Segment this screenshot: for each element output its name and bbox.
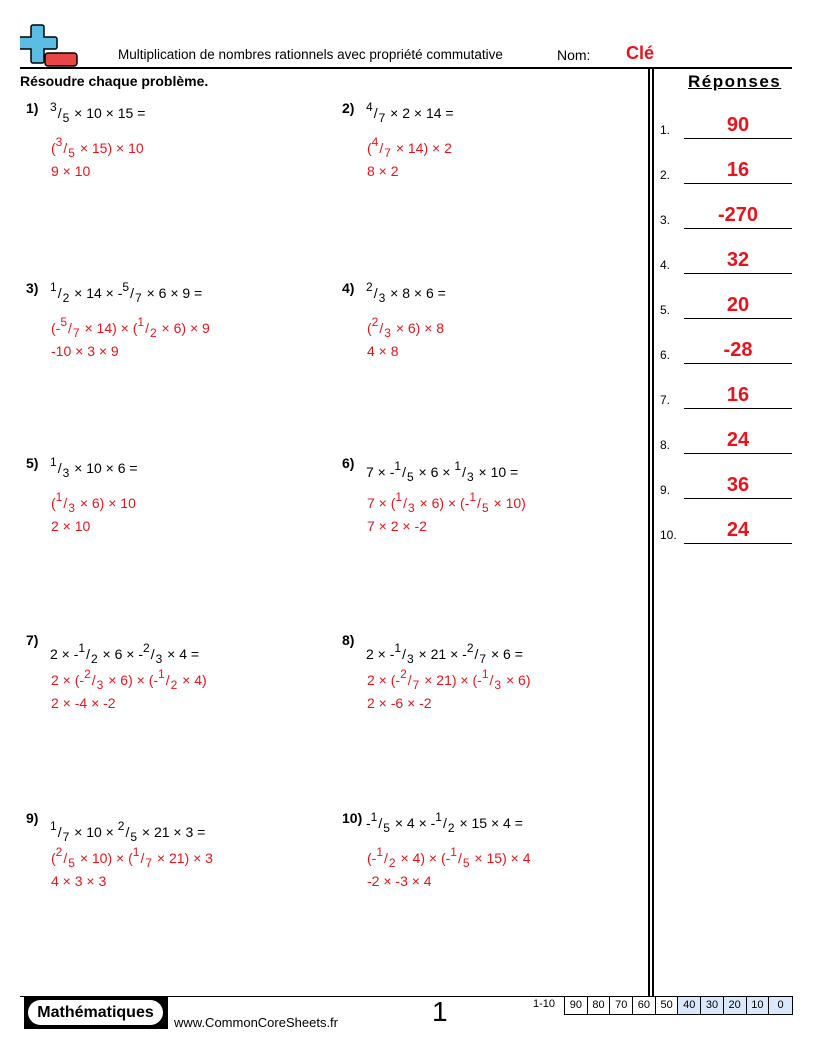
expr-text: 2 × -	[50, 646, 79, 662]
problem-number: 2)	[342, 100, 355, 116]
answer-line	[684, 408, 792, 409]
fraction-slash: /	[462, 464, 466, 480]
answer-line	[684, 273, 792, 274]
problem-8	[342, 632, 642, 752]
expr-text: × 4 =	[163, 646, 200, 662]
expr-text: 2 × (-	[367, 672, 401, 688]
fraction	[482, 669, 502, 692]
expr-text: × 6) × (-	[104, 672, 159, 688]
numerator: 2	[143, 641, 150, 655]
problem-expression	[50, 102, 145, 125]
fraction	[133, 847, 153, 870]
expr-text: (	[51, 495, 56, 511]
numerator: 1	[376, 845, 384, 859]
fraction-slash: /	[57, 105, 62, 121]
fraction-slash: /	[140, 850, 145, 866]
numerator: 4	[371, 135, 379, 149]
expr-text: × 21) × (-	[420, 672, 482, 688]
denominator: 3	[68, 501, 75, 515]
problem-expression	[50, 643, 199, 666]
fraction	[395, 492, 415, 515]
denominator: 5	[383, 821, 390, 835]
answer-number: 8.	[660, 438, 671, 452]
denominator: 2	[90, 652, 98, 666]
numerator: 1	[50, 455, 57, 469]
denominator: 2	[149, 326, 157, 340]
problem-number: 1)	[26, 100, 39, 116]
name-label: Nom:	[557, 47, 591, 63]
fraction	[450, 847, 470, 870]
problem-expression	[50, 457, 138, 480]
fraction	[78, 643, 98, 666]
answer-number: 3.	[660, 213, 671, 227]
solution-step	[51, 137, 144, 160]
answer-number: 6.	[660, 348, 671, 362]
expr-text: × 4)	[178, 672, 207, 688]
numerator: 3	[50, 100, 57, 114]
denominator: 3	[378, 291, 386, 305]
instructions: Résoudre chaque problème.	[20, 73, 209, 89]
fraction	[469, 492, 489, 515]
numerator: 1	[450, 845, 457, 859]
problem-4	[342, 280, 642, 400]
fraction-slash: /	[457, 850, 462, 866]
answer-row	[660, 514, 792, 544]
denominator: 2	[388, 856, 396, 870]
denominator: 3	[407, 501, 415, 515]
numerator: 3	[55, 135, 63, 149]
denominator: 5	[68, 146, 75, 160]
fraction	[366, 102, 386, 125]
solution-step	[367, 847, 530, 870]
fraction-slash: /	[402, 646, 406, 662]
fraction	[371, 812, 391, 835]
plus-minus-logo-icon	[20, 24, 80, 68]
expr-text: × 14) × 2	[391, 140, 452, 156]
fraction-slash: /	[402, 464, 406, 480]
fraction	[50, 457, 70, 480]
expr-text: 4 × 8	[367, 343, 399, 359]
worksheet-title: Multiplication de nombres rationnels avec propriété commutative	[118, 47, 503, 62]
fraction	[454, 461, 474, 484]
answer-line	[684, 138, 792, 139]
fraction-slash: /	[68, 320, 72, 336]
expr-text: × 10 × 15 =	[70, 105, 146, 121]
fraction	[56, 492, 76, 515]
problem-number: 6)	[342, 455, 355, 471]
solution-step	[367, 340, 399, 362]
solution-step	[367, 692, 432, 714]
score-cell: 70	[610, 997, 633, 1014]
numerator: 1	[55, 490, 63, 504]
expr-text: -2 × -3 × 4	[367, 873, 432, 889]
numerator: 1	[158, 667, 165, 681]
solution-step	[367, 515, 427, 537]
expr-text: × 4 × -	[390, 815, 436, 831]
solution-step	[51, 317, 210, 340]
fraction	[118, 821, 138, 844]
answer-line	[684, 453, 792, 454]
answer-number: 1.	[660, 123, 671, 137]
answer-number: 5.	[660, 303, 671, 317]
expr-text: (	[367, 320, 372, 336]
numerator: 2	[400, 667, 407, 681]
numerator: 1	[132, 845, 140, 859]
numerator: 1	[454, 459, 462, 473]
answer-row	[660, 154, 792, 184]
problem-number: 4)	[342, 280, 355, 296]
expr-text: -10 × 3 × 9	[51, 343, 119, 359]
expr-text: (	[367, 140, 372, 156]
denominator: 7	[135, 291, 142, 305]
problem-number: 8)	[342, 632, 355, 648]
answer-value: 32	[726, 249, 750, 271]
answer-number: 2.	[660, 168, 671, 182]
expr-text: (-	[51, 320, 61, 336]
fraction-slash: /	[63, 495, 68, 511]
answer-number: 7.	[660, 393, 671, 407]
expr-text: × 21 × 3 =	[138, 824, 206, 840]
fraction-slash: /	[145, 320, 149, 336]
answer-line	[684, 318, 792, 319]
problem-number: 10)	[342, 810, 363, 826]
answer-value: 16	[726, 384, 750, 406]
denominator: 7	[412, 678, 420, 692]
denominator: 7	[378, 111, 386, 125]
denominator: 3	[494, 678, 502, 692]
problem-expression	[366, 461, 518, 484]
page-number: 1	[432, 996, 448, 1027]
score-cell: 20	[724, 997, 747, 1014]
fraction	[394, 461, 414, 484]
denominator: 3	[466, 470, 474, 484]
score-cell: 50	[656, 997, 679, 1014]
answers-title: Réponses	[688, 72, 782, 91]
expr-text: 7 × -	[366, 464, 395, 480]
expr-text: × 14) × (	[80, 320, 138, 336]
problem-5	[26, 455, 326, 575]
denominator: 5	[406, 470, 414, 484]
answer-number: 10.	[660, 528, 677, 542]
expr-text: × 10)	[489, 495, 526, 511]
fraction	[400, 669, 420, 692]
fraction	[84, 669, 104, 692]
fraction-slash: /	[373, 105, 378, 121]
score-cell: 60	[633, 997, 656, 1014]
answer-row	[660, 289, 792, 319]
problem-number: 7)	[26, 632, 39, 648]
solution-step	[51, 870, 106, 892]
solution-step	[51, 515, 90, 537]
answer-line	[684, 363, 792, 364]
numerator: 1	[394, 641, 402, 655]
expr-text: × 6) × (-	[415, 495, 470, 511]
denominator: 3	[406, 652, 414, 666]
expr-text: 7 × 2 × -2	[367, 518, 427, 534]
fraction	[158, 669, 178, 692]
numerator: 2	[371, 315, 379, 329]
denominator: 2	[62, 291, 70, 305]
expr-text: × 15) × 10	[75, 140, 144, 156]
solution-step	[367, 160, 399, 182]
name-value: Clé	[626, 43, 655, 63]
score-cell: 90	[565, 997, 588, 1014]
numerator: 2	[366, 280, 373, 294]
problem-2	[342, 100, 642, 220]
problem-expression	[50, 821, 205, 844]
fraction-slash: /	[442, 815, 447, 831]
answer-value: 24	[726, 429, 750, 451]
fraction-slash: /	[165, 672, 170, 688]
expr-text: 2 × (-	[51, 672, 85, 688]
answer-value: 36	[726, 474, 750, 496]
fraction-slash: /	[130, 285, 134, 301]
fraction	[435, 812, 455, 835]
expr-text: 8 × 2	[367, 163, 399, 179]
fraction	[376, 847, 396, 870]
fraction	[394, 643, 414, 666]
fraction-slash: /	[125, 824, 130, 840]
fraction	[50, 821, 70, 844]
site-url: www.CommonCoreSheets.fr	[174, 1015, 338, 1030]
denominator: 7	[62, 830, 70, 844]
fraction	[122, 282, 142, 305]
expr-text: × 21) × 3	[153, 850, 213, 866]
denominator: 7	[72, 326, 80, 340]
subject-badge-label: Mathématiques	[28, 1000, 163, 1025]
expr-text: (-	[367, 850, 377, 866]
fraction-slash: /	[63, 140, 68, 156]
denominator: 5	[68, 856, 75, 870]
answer-row	[660, 334, 792, 364]
answer-number: 4.	[660, 258, 671, 272]
fraction	[60, 317, 80, 340]
expr-text: × 6) × 10	[75, 495, 136, 511]
expr-text: × 6) × 9	[157, 320, 210, 336]
fraction	[372, 137, 392, 160]
fraction-slash: /	[378, 815, 383, 831]
fraction	[467, 643, 487, 666]
fraction-slash: /	[57, 460, 62, 476]
expr-text: × 6) × 8	[391, 320, 445, 336]
solution-step	[367, 317, 444, 340]
solution-step	[367, 669, 530, 692]
problem-10	[342, 810, 642, 930]
numerator: 1	[137, 315, 145, 329]
denominator: 5	[130, 830, 138, 844]
numerator: 2	[117, 819, 125, 833]
expr-text: × 6 × 9 =	[142, 285, 203, 301]
expr-text: (	[51, 140, 56, 156]
answer-value: -270	[717, 204, 759, 226]
problem-number: 5)	[26, 455, 39, 471]
problem-expression	[50, 282, 202, 305]
answer-row	[660, 379, 792, 409]
fraction	[50, 102, 70, 125]
solution-step	[51, 340, 119, 362]
expr-text: 2 × -6 × -2	[367, 695, 432, 711]
fraction-slash: /	[86, 646, 90, 662]
expr-text: × 6 ×	[414, 464, 455, 480]
denominator: 5	[462, 856, 470, 870]
expr-text: × 2 × 14 =	[386, 105, 454, 121]
fraction-slash: /	[379, 140, 384, 156]
problem-expression	[366, 102, 454, 125]
fraction-slash: /	[91, 672, 96, 688]
fraction-slash: /	[150, 646, 155, 662]
expr-text: (	[51, 850, 56, 866]
score-cell: 10	[747, 997, 770, 1014]
expr-text: × 10 ×	[70, 824, 118, 840]
problem-3	[26, 280, 326, 400]
subject-badge	[24, 997, 168, 1029]
answer-row	[660, 469, 792, 499]
solution-step	[51, 692, 116, 714]
answers-column-divider	[648, 68, 654, 996]
denominator: 3	[384, 326, 391, 340]
expr-text: 2 × 10	[51, 518, 91, 534]
solution-step	[51, 160, 90, 182]
solution-step	[51, 847, 213, 870]
problem-number: 3)	[26, 280, 39, 296]
solution-step	[367, 137, 452, 160]
expr-text: × 14 × -	[70, 285, 123, 301]
expr-text: × 6)	[502, 672, 531, 688]
expr-text: 7 × (	[367, 495, 396, 511]
expr-text: -	[366, 815, 371, 831]
answer-row	[660, 424, 792, 454]
numerator: 1	[395, 490, 403, 504]
fraction-slash: /	[403, 495, 407, 511]
answer-row	[660, 109, 792, 139]
answer-line	[684, 183, 792, 184]
score-cell: 40	[678, 997, 701, 1014]
answer-value: 16	[726, 159, 750, 181]
denominator: 2	[447, 821, 455, 835]
problem-9	[26, 810, 326, 930]
expr-text: × 6 =	[487, 646, 523, 662]
expr-text: 9 × 10	[51, 163, 91, 179]
expr-text: × 6 × -	[98, 646, 144, 662]
fraction-slash: /	[57, 824, 62, 840]
solution-step	[51, 669, 207, 692]
problem-expression	[366, 643, 523, 666]
fraction	[56, 137, 76, 160]
expr-text: 2 × -4 × -2	[51, 695, 116, 711]
score-table	[564, 996, 793, 1015]
denominator: 7	[145, 856, 153, 870]
answer-line	[684, 498, 792, 499]
score-cell: 0	[769, 997, 792, 1014]
fraction-slash: /	[373, 285, 378, 301]
answer-row	[660, 244, 792, 274]
fraction-slash: /	[63, 850, 68, 866]
numerator: 2	[466, 641, 474, 655]
answer-number: 9.	[660, 483, 671, 497]
denominator: 3	[155, 652, 163, 666]
fraction	[50, 282, 70, 305]
fraction-slash: /	[384, 850, 388, 866]
answer-line	[684, 543, 792, 544]
score-cell: 80	[588, 997, 611, 1014]
fraction-slash: /	[477, 495, 481, 511]
score-range-label: 1-10	[533, 998, 556, 1010]
answer-value: 20	[726, 294, 750, 316]
denominator: 3	[96, 678, 104, 692]
expr-text: × 10 =	[474, 464, 519, 480]
fraction-slash: /	[489, 672, 494, 688]
denominator: 2	[170, 678, 178, 692]
numerator: 4	[366, 100, 373, 114]
fraction	[143, 643, 163, 666]
expr-text: × 10 × 6 =	[70, 460, 138, 476]
denominator: 7	[384, 146, 391, 160]
numerator: 1	[50, 280, 57, 294]
expr-text: × 4) × (-	[396, 850, 451, 866]
fraction	[137, 317, 157, 340]
problem-6	[342, 455, 642, 575]
answer-line	[684, 228, 792, 229]
fraction-slash: /	[57, 285, 62, 301]
fraction	[56, 847, 76, 870]
numerator: 1	[78, 641, 86, 655]
problem-expression	[366, 282, 446, 305]
numerator: 1	[394, 459, 402, 473]
score-cell: 30	[701, 997, 724, 1014]
numerator: 2	[55, 845, 63, 859]
fraction	[372, 317, 392, 340]
denominator: 5	[62, 111, 70, 125]
answer-value: -28	[723, 339, 753, 361]
denominator: 3	[62, 466, 70, 480]
denominator: 7	[479, 652, 487, 666]
header-divider	[20, 67, 792, 69]
problem-7	[26, 632, 326, 752]
fraction	[366, 282, 386, 305]
denominator: 5	[481, 501, 489, 515]
expr-text: × 21 × -	[414, 646, 467, 662]
numerator: 5	[60, 315, 68, 329]
numerator: 5	[122, 280, 130, 294]
expr-text: × 15 × 4 =	[455, 815, 523, 831]
expr-text: × 8 × 6 =	[386, 285, 446, 301]
solution-step	[367, 492, 526, 515]
answer-row	[660, 199, 792, 229]
answer-value: 24	[726, 519, 750, 541]
fraction-slash: /	[474, 646, 479, 662]
numerator: 2	[84, 667, 91, 681]
answer-value: 90	[726, 114, 750, 136]
expr-text: × 15) × 4	[470, 850, 531, 866]
fraction-slash: /	[379, 320, 384, 336]
expr-text: × 10) × (	[75, 850, 133, 866]
numerator: 1	[370, 810, 378, 824]
solution-step	[51, 492, 136, 515]
problem-expression	[366, 812, 523, 835]
fraction-slash: /	[407, 672, 412, 688]
numerator: 1	[481, 667, 489, 681]
solution-step	[367, 870, 432, 892]
numerator: 1	[50, 819, 57, 833]
expr-text: 4 × 3 × 3	[51, 873, 107, 889]
expr-text: 2 × -	[366, 646, 395, 662]
numerator: 1	[435, 810, 442, 824]
problem-1	[26, 100, 326, 220]
numerator: 1	[469, 490, 477, 504]
problem-number: 9)	[26, 810, 39, 826]
